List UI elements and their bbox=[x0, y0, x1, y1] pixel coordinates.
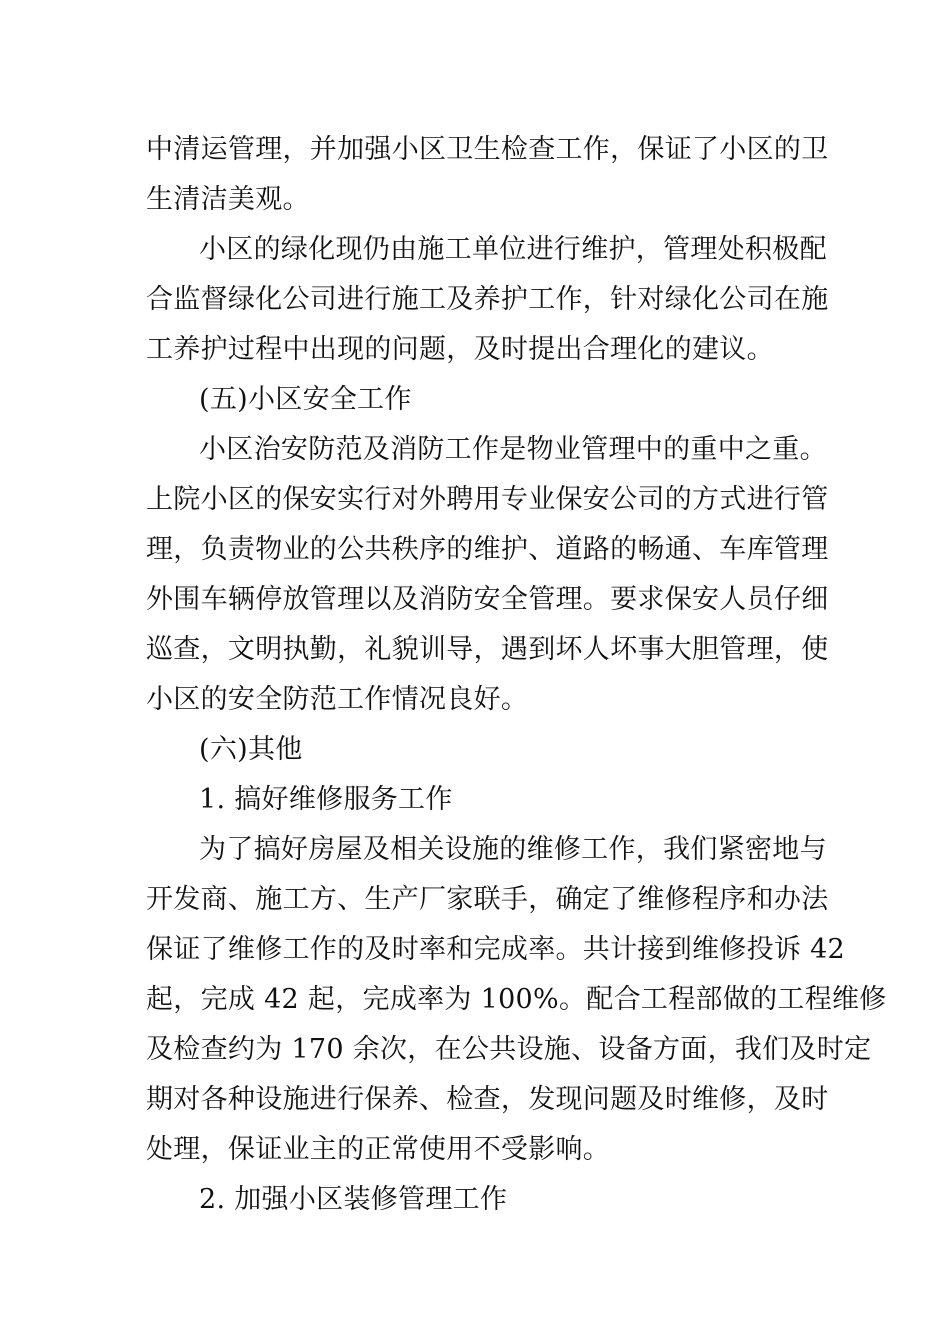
text-line: 中清运管理，并加强小区卫生检查工作，保证了小区的卫 bbox=[146, 134, 829, 165]
text-line: 开发商、施工方、生产厂家联手，确定了维修程序和办法 bbox=[146, 884, 829, 915]
text-line: 小区的安全防范工作情况良好。 bbox=[146, 684, 529, 715]
text-line: 保证了维修工作的及时率和完成率。共计接到维修投诉 42 bbox=[146, 934, 846, 965]
text-line: 小区的绿化现仍由施工单位进行维护，管理处积极配 bbox=[199, 234, 827, 265]
text-line: 理，负责物业的公共秩序的维护、道路的畅通、车库管理 bbox=[146, 534, 829, 565]
text-line: 起，完成 42 起，完成率为 100%。配合工程部做的工程维修 bbox=[146, 984, 887, 1015]
text-line: 处理，保证业主的正常使用不受影响。 bbox=[146, 1134, 611, 1165]
text-line: 上院小区的保安实行对外聘用专业保安公司的方式进行管 bbox=[146, 484, 829, 515]
subsection-heading: 1. 搞好维修服务工作 bbox=[199, 784, 453, 815]
section-heading: (五)小区安全工作 bbox=[199, 384, 412, 415]
text-line: 小区治安防范及消防工作是物业管理中的重中之重。 bbox=[199, 434, 827, 465]
subsection-heading: 2. 加强小区装修管理工作 bbox=[199, 1184, 508, 1215]
text-line: 工养护过程中出现的问题，及时提出合理化的建议。 bbox=[146, 334, 774, 365]
text-line: 及检查约为 170 余次，在公共设施、设备方面，我们及时定 bbox=[146, 1034, 872, 1065]
section-heading: (六)其他 bbox=[199, 734, 303, 765]
text-line: 巡查，文明执勤，礼貌训导，遇到坏人坏事大胆管理，使 bbox=[146, 634, 829, 665]
text-line: 为了搞好房屋及相关设施的维修工作，我们紧密地与 bbox=[199, 834, 827, 865]
text-line: 期对各种设施进行保养、检查，发现问题及时维修，及时 bbox=[146, 1084, 829, 1115]
text-line: 生清洁美观。 bbox=[146, 184, 310, 215]
text-line: 外围车辆停放管理以及消防安全管理。要求保安人员仔细 bbox=[146, 584, 829, 615]
text-line: 合监督绿化公司进行施工及养护工作，针对绿化公司在施 bbox=[146, 284, 829, 315]
